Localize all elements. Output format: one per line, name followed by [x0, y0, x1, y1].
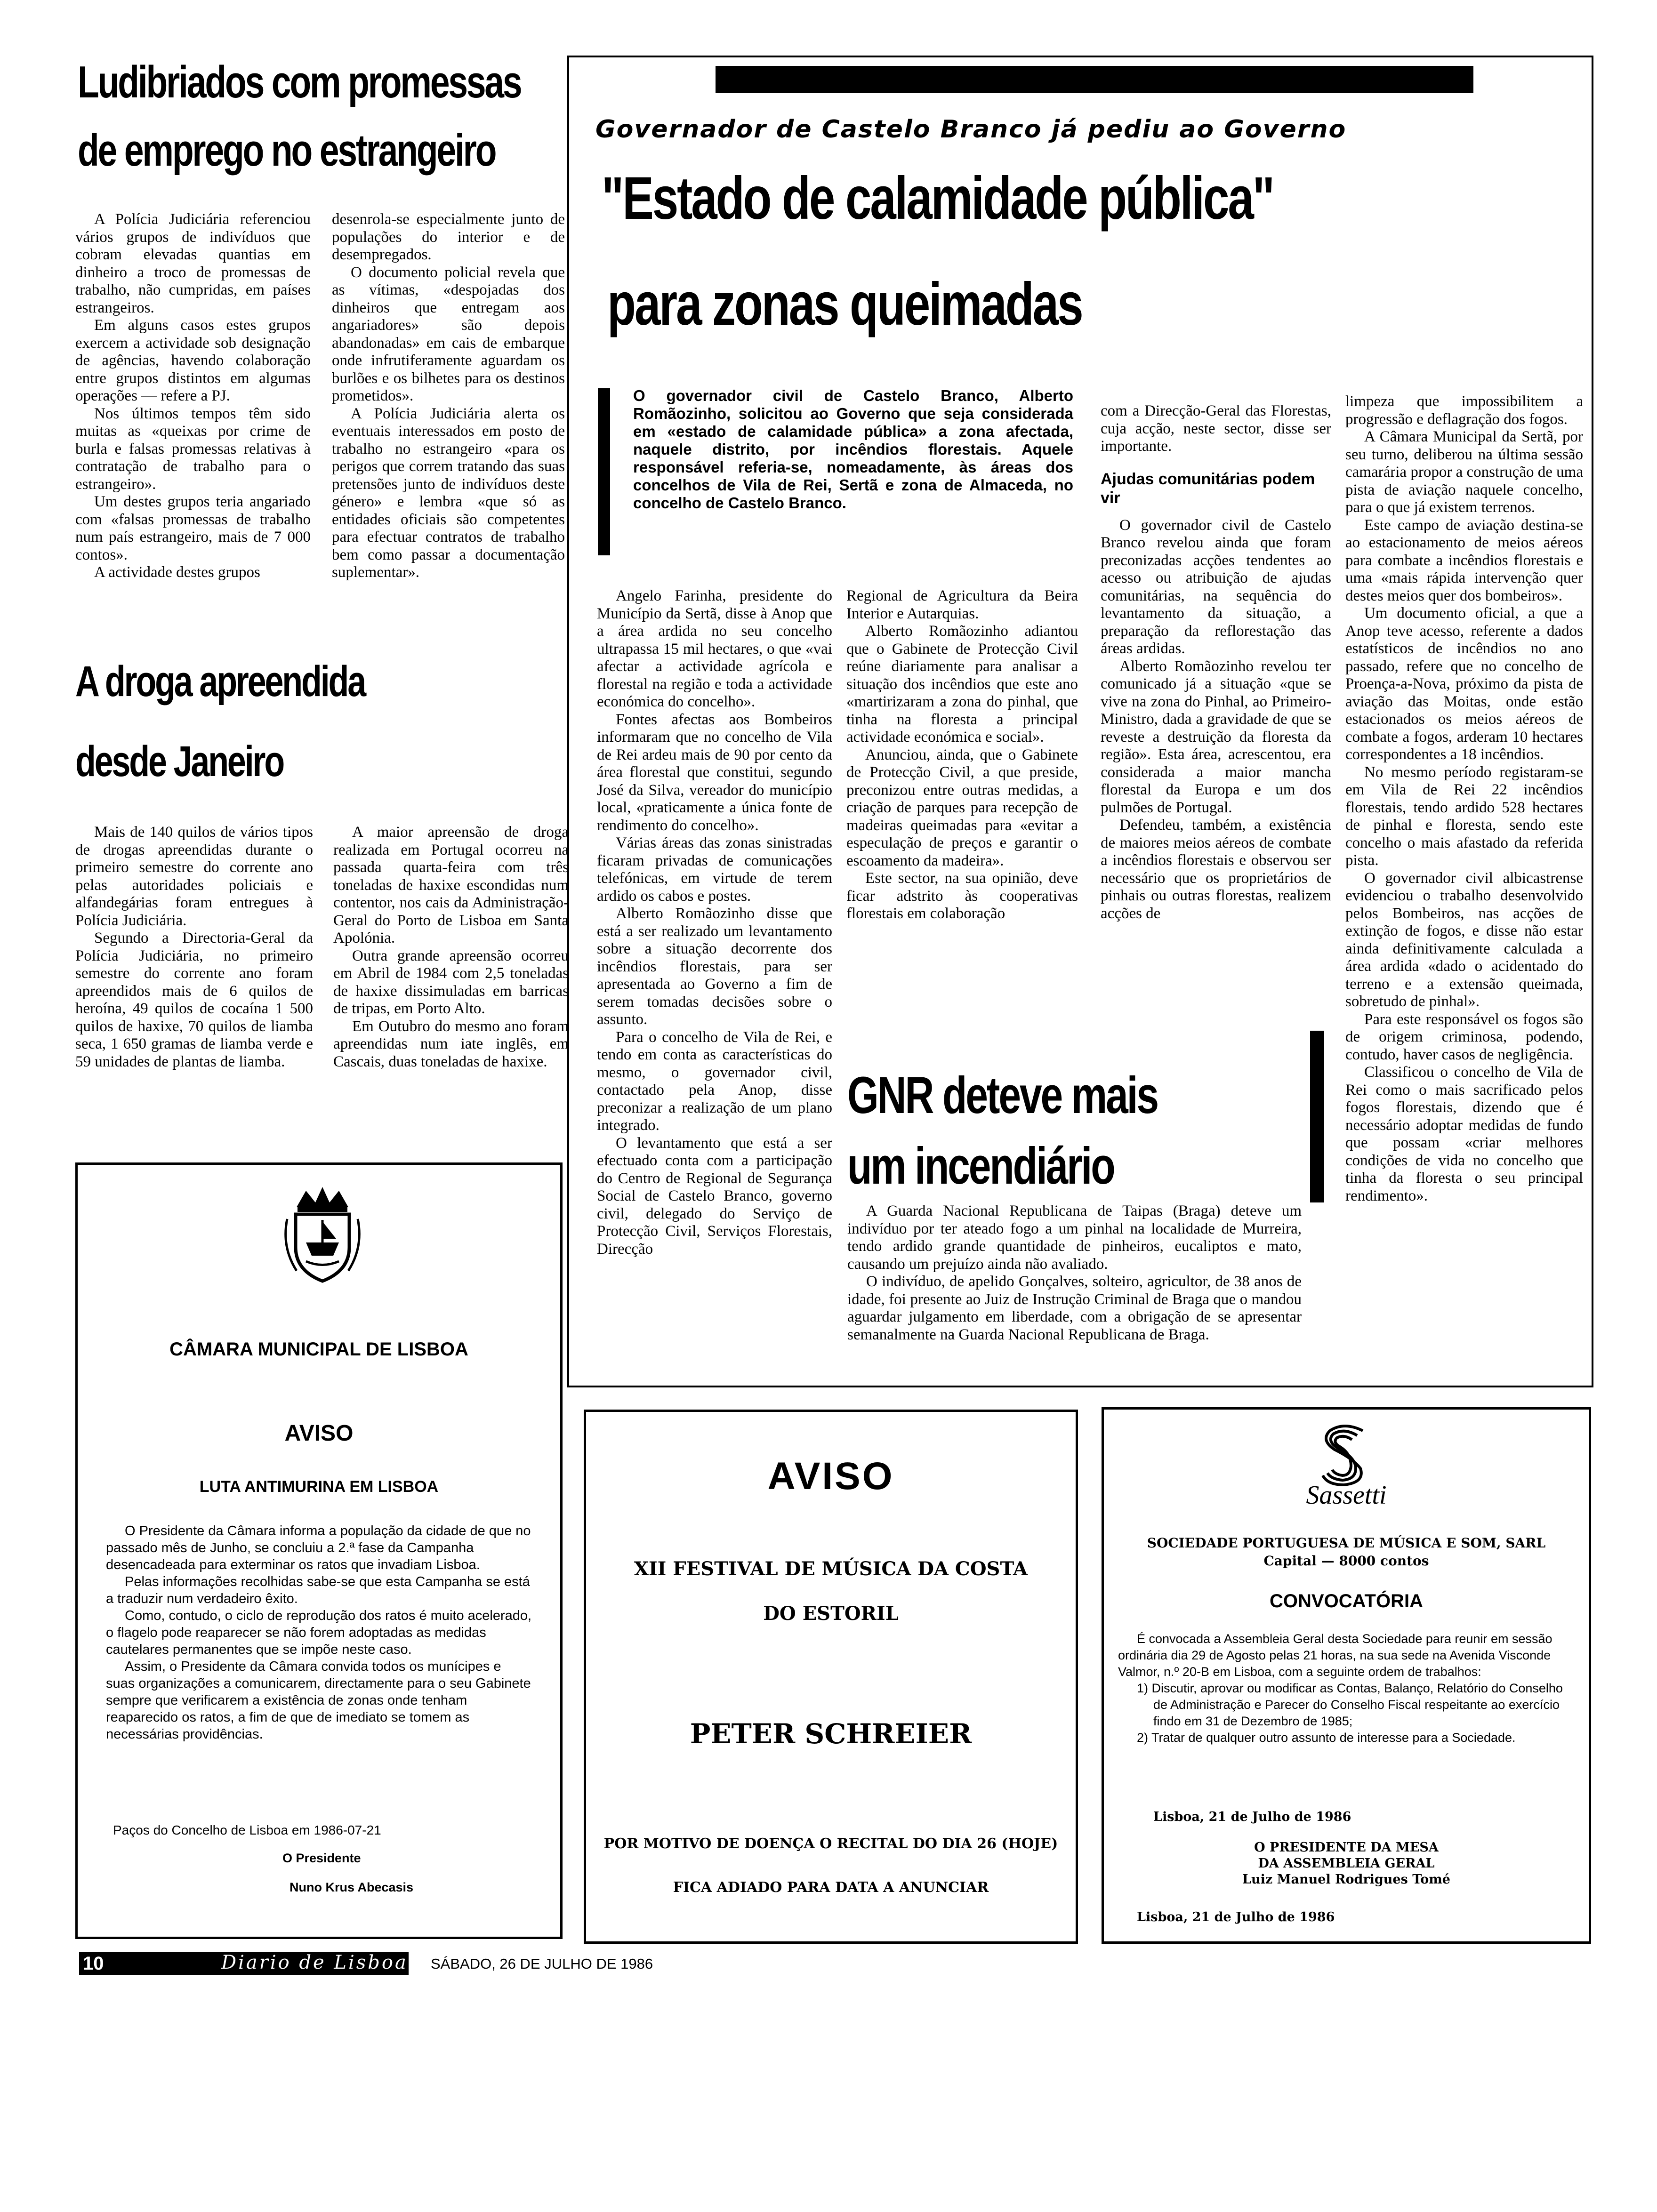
footer-page-number: 10 — [83, 1953, 104, 1974]
festival-ad-name-line2: DO ESTORIL — [763, 1603, 899, 1625]
article4-body: A Guarda Nacional Republicana de Taipas (Braga) deteve um indivíduo por ter ateado fogo a um pinhal na localidade de Murreira, tendo ardido grande quantidade de pinheiros, eucaliptos e mato, causando um prejuízo ainda não avaliado. O indivíduo, de apelido Gonçalves, solteiro, agricultor, de 38 anos de idade, foi presente ao Juiz de Instrução Criminal de Braga que o mandou aguardar julgamento em liberdade, com a obrigação de se apresentar semanalmente na Guarda Nacional Republicana de Braga. — [847, 1202, 1302, 1343]
camara-ad-place-date: Paços do Concelho de Lisboa em 1986-07-21 — [113, 1823, 381, 1837]
sassetti-company: SOCIEDADE PORTUGUESA DE MÚSICA E SOM, SARL — [1147, 1535, 1546, 1551]
article3-column1: Angelo Farinha, presidente do Município da Sertã, disse à Anop que a área ardida no seu concelho ultrapassa 15 mil hectares, o que «vai afectar a actividade agrícola e florestal na região e toda a actividade económica do concelho». Fontes afectas aos Bombeiros informaram que no concelho de Vila de Rei ardeu mais de 90 por cento da área florestal que constitui, segundo José da Silva, vereador do município local, «praticamente a única fonte de rendimento do concelho». Várias áreas das zonas sinistradas ficaram privadas de comunicações telefónicas, em virtude de terem ardido os cabos e postes. Alberto Romãozinho disse que está a ser realizado um levantamento sobre a situação decorrente dos incêndios florestais, para ser apresentada ao Governo a fim de serem tomadas decisões sobre o assunto. Para o concelho de Vila de Rei, e tendo em conta as características do mesmo, o governador civil, contactado pela Anop, disse preconizar a realização de um plano integrado. O levantamento que está a ser efectuado conta com a participação do Centro de Regional de Segurança Social de Castelo Branco, governo civil, delegado do Serviço de Protecção Civil, Serviços Florestais, Direcção — [597, 587, 832, 1258]
gnr-bar — [1310, 1031, 1324, 1202]
sassetti-date2: Lisboa, 21 de Julho de 1986 — [1137, 1910, 1335, 1924]
camara-ad-subheading: LUTA ANTIMURINA EM LISBOA — [199, 1478, 439, 1496]
sassetti-role-line2: DA ASSEMBLEIA GERAL — [1258, 1856, 1435, 1871]
camara-ad-aviso: AVISO — [284, 1421, 354, 1446]
festival-ad-name-line1: XII FESTIVAL DE MÚSICA DA COSTA — [634, 1558, 1028, 1580]
sassetti-date1: Lisboa, 21 de Julho de 1986 — [1153, 1810, 1351, 1824]
festival-ad-note-line2: FICA ADIADO PARA DATA A ANUNCIAR — [673, 1879, 989, 1896]
article3-column4: limpeza que impossibilitem a progressão e deflagração dos fogos. A Câmara Municipal da Sertã, por seu turno, deliberou na última sessão camarária propor a construção de uma pista de aviação naquele concelho, para o que já existem terrenos. Este campo de aviação destina-se ao estacionamento de meios aéreos para combate a incêndios florestais e uma «mais rápida intervenção quer destes meios quer dos bombeiros». Um documento oficial, a que a Anop teve acesso, referente a dados estatísticos de incêndios no ano passado, refere que no concelho de Proença-a-Nova, próximo da pista de aviação das Moitas, onde estão estacionados os meios aéreos de combate a fogos, arderam 10 hectares correspondentes a 18 incêndios. No mesmo período registaram-se em Vila de Rei 22 incêndios florestais, tendo ardido 528 hectares de pinhal e floresta, sendo este concelho o mais afastado da referida pista. O governador civil albicastrense evidenciou o trabalho desenvolvido pelos Bombeiros, nas acções de extinção de fogos, e disse não estar ainda definitivamente calculada a área ardida «dado o acidentado do terreno e a extensão queimada, sobretudo de pinhal». Para este responsável os fogos são de origem criminosa, podendo, contudo, haver casos de negligência. Classificou o concelho de Vila de Rei como o mais sacrificado pelos fogos florestais, dizendo que é necessário adoptar medidas de fundo que possam «criar melhores condições de vida no concelho que tinha da floresta o seu principal rendimento». — [1345, 393, 1583, 1204]
sassetti-text: É convocada a Assembleia Geral desta Sociedade para reunir em sessão ordinária dia 29 de Agosto pelas 21 horas, na sua sede na Avenida Visconde Valmor, n.º 20-B em Lisboa, com a seguinte ordem de trabalhos: 1) Discutir, aprovar ou modificar as Contas, Balanço, Relatório do Conselho de Administração e Parecer do Conselho Fiscal respeitante ao exercício findo em 31 de Dezembro de 1985; 2) Tratar de qualquer outro assunto de interesse para a Sociedade. — [1118, 1632, 1563, 1745]
article2-column2: A maior apreensão de droga realizada em Portugal ocorreu na passada quarta-feira com três toneladas de haxixe escondidas num contentor, nos cais da Administração-Geral do Porto de Lisboa em Santa Apolónia. Outra grande apreensão ocorreu em Abril de 1984 com 2,5 toneladas de haxixe dissimuladas em barricas de tripas, em Porto Alto. Em Outubro do mesmo ano foram apreendidas num iate inglês, em Cascais, duas toneladas de haxixe. — [333, 824, 569, 1070]
festival-ad-note-line1: POR MOTIVO DE DOENÇA O RECITAL DO DIA 26 (HOJE) — [603, 1835, 1058, 1852]
article3-title-line1: "Estado de calamidade pública" — [602, 165, 1274, 232]
sassetti-logo-icon — [1309, 1419, 1379, 1490]
black-rule — [716, 66, 1473, 93]
lisbon-coat-of-arms-icon — [278, 1181, 367, 1285]
footer-masthead: Diario de Lisboa — [221, 1952, 408, 1973]
article3-kicker: Governador de Castelo Branco já pediu ao Governo — [595, 115, 1347, 144]
article3-title-line2: para zonas queimadas — [607, 271, 1082, 338]
footer-date: SÁBADO, 26 DE JULHO DE 1986 — [431, 1956, 653, 1972]
sassetti-heading: CONVOCATÓRIA — [1270, 1591, 1423, 1611]
camara-ad-name: Nuno Krus Abecasis — [290, 1880, 414, 1894]
article1-title-line1: Ludibriados com promessas — [78, 57, 521, 107]
sassetti-capital: Capital — 8000 contos — [1263, 1553, 1429, 1569]
sassetti-role-line1: O PRESIDENTE DA MESA — [1254, 1840, 1439, 1855]
article1-column2: desenrola-se especialmente junto de populações do interior e de desempregados. O documento policial revela que as vítimas, «despojadas dos dinheiros que entregam aos angariadores» são depois abandonadas» em cais de embarque onde infrutiferamente aguardam os burlões e os bilhetes para os destinos prometidos». A Polícia Judiciária alerta os eventuais interessados em posto de trabalho no estrangeiro «para os perigos que correm tratando das suas pretensões junto de indivíduos deste género» e lembra «que só as entidades oficiais são competentes para efectuar contratos de trabalho bem como passar a documentação suplementar». — [332, 211, 565, 581]
article2-title-line1: A droga apreendida — [75, 657, 365, 705]
article1-column1: A Polícia Judiciária referenciou vários grupos de indivíduos que cobram elevadas quantias em dinheiro a troco de promessas de trabalho, não cumpridas, em países estrangeiros. Em alguns casos estes grupos exercem a actividade sob designação de agências, havendo colaboração entre grupos distintos em algumas operações — refere a PJ. Nos últimos tempos têm sido muitas as «queixas por crime de burla e falsas promessas relativas à contratação de trabalho para o estrangeiro». Um destes grupos teria angariado com «falsas promessas de trabalho num país estrangeiro, mais de 7 000 contos». A actividade destes grupos — [75, 211, 311, 581]
article4-title-line2: um incendiário — [847, 1137, 1114, 1195]
festival-ad-aviso: AVISO — [767, 1455, 894, 1498]
article2-title-line2: desde Janeiro — [75, 737, 284, 785]
lead-bar — [598, 388, 610, 555]
camara-ad-role: O Presidente — [282, 1851, 361, 1865]
camara-ad-heading: CÂMARA MUNICIPAL DE LISBOA — [169, 1339, 468, 1360]
article3-lead: O governador civil de Castelo Branco, Alberto Romãozinho, solicitou ao Governo que seja considerada em «estado de calamidade pública» a zona afectada, naquele distrito, por incêndios florestais. Aquele responsável referia-se, nomeadamente, às áreas dos concelhos de Vila de Rei, Sertã e zona de Almaceda, no concelho de Castelo Branco. — [633, 387, 1073, 512]
article4-title-line1: GNR deteve mais — [847, 1066, 1158, 1124]
sassetti-logo-text: Sassetti — [1306, 1481, 1387, 1510]
camara-ad-text: O Presidente da Câmara informa a população da cidade de que no passado mês de Junho, se concluiu a 2.ª fase da Campanha desencadeada para exterminar os ratos que invadiam Lisboa. Pelas informações recolhidas sabe-se que esta Campanha se está a traduzir num verdadeiro êxito. Como, contudo, o ciclo de reprodução dos ratos é muito acelerado, o flagelo pode reaparecer se não forem adoptadas as medidas cautelares permanentes que se impõe neste caso. Assim, o Presidente da Câmara convida todos os munícipes e suas organizações a comunicarem, directamente para o seu Gabinete sempre que verificarem a existência de zonas onde tenham reaparecido os ratos, a fim de que de imediato se tomem as necessárias providências. — [106, 1523, 532, 1742]
article1-title-line2: de emprego no estrangeiro — [78, 125, 496, 176]
article3-column2: Regional de Agricultura da Beira Interior e Autarquias. Alberto Romãozinho adiantou que o Gabinete de Protecção Civil reúne diariamente para analisar a situação dos incêndios que este ano «martirizaram a zona do pinhal, que tinha na floresta a principal actividade económica e social». Anunciou, ainda, que o Gabinete de Protecção Civil, a que preside, preconizou entre outras medidas, a criação de parques para recepção de madeiras queimadas para «evitar a especulação de preços e garantir o escoamento da madeira». Este sector, na sua opinião, deve ficar adstrito às cooperativas florestais em colaboração — [846, 587, 1078, 922]
article3-subhead: Ajudas comunitárias podem vir — [1101, 470, 1315, 507]
article2-column1: Mais de 140 quilos de vários tipos de drogas apreendidas durante o primeiro semestre do corrente ano pelas autoridades policiais e alfandegárias foram entregues à Polícia Judiciária. Segundo a Directoria-Geral da Polícia Judiciária, no primeiro semestre do corrente ano foram apreendidos mais de 6 quilos de heroína, 49 quilos de cocaína 1 500 quilos de haxixe, 70 quilos de liamba seca, 1 650 gramas de liamba verde e 59 unidades de plantas de liamba. — [75, 824, 313, 1070]
festival-ad-artist: PETER SCHREIER — [690, 1718, 972, 1750]
article3-column3: com a Direcção-Geral das Florestas, cuja acção, neste sector, disse ser importante. Ajudas comunitárias podem vir O governador civil de Castelo Branco revelou ainda que foram preconizadas acções tendentes ao acesso ou atribuição de ajudas comunitárias, na sequência do levantamento da situação, a preparação da reflorestação das áreas ardidas. Alberto Romãozinho revelou ter comunicado já a situação «que se vive na zona do Pinhal, ao Primeiro-Ministro, dada a gravidade de que se reveste a destruição da floresta da região». Esta área, acrescentou, era considerada a maior mancha florestal da Europa e um dos pulmões de Portugal. Defendeu, também, a existência de maiores meios aéreos de combate a incêndios florestais e observou ser necessário que os proprietários de pinhais ou outras florestas, realizem acções de — [1101, 402, 1331, 922]
sassetti-name: Luiz Manuel Rodrigues Tomé — [1242, 1872, 1450, 1887]
